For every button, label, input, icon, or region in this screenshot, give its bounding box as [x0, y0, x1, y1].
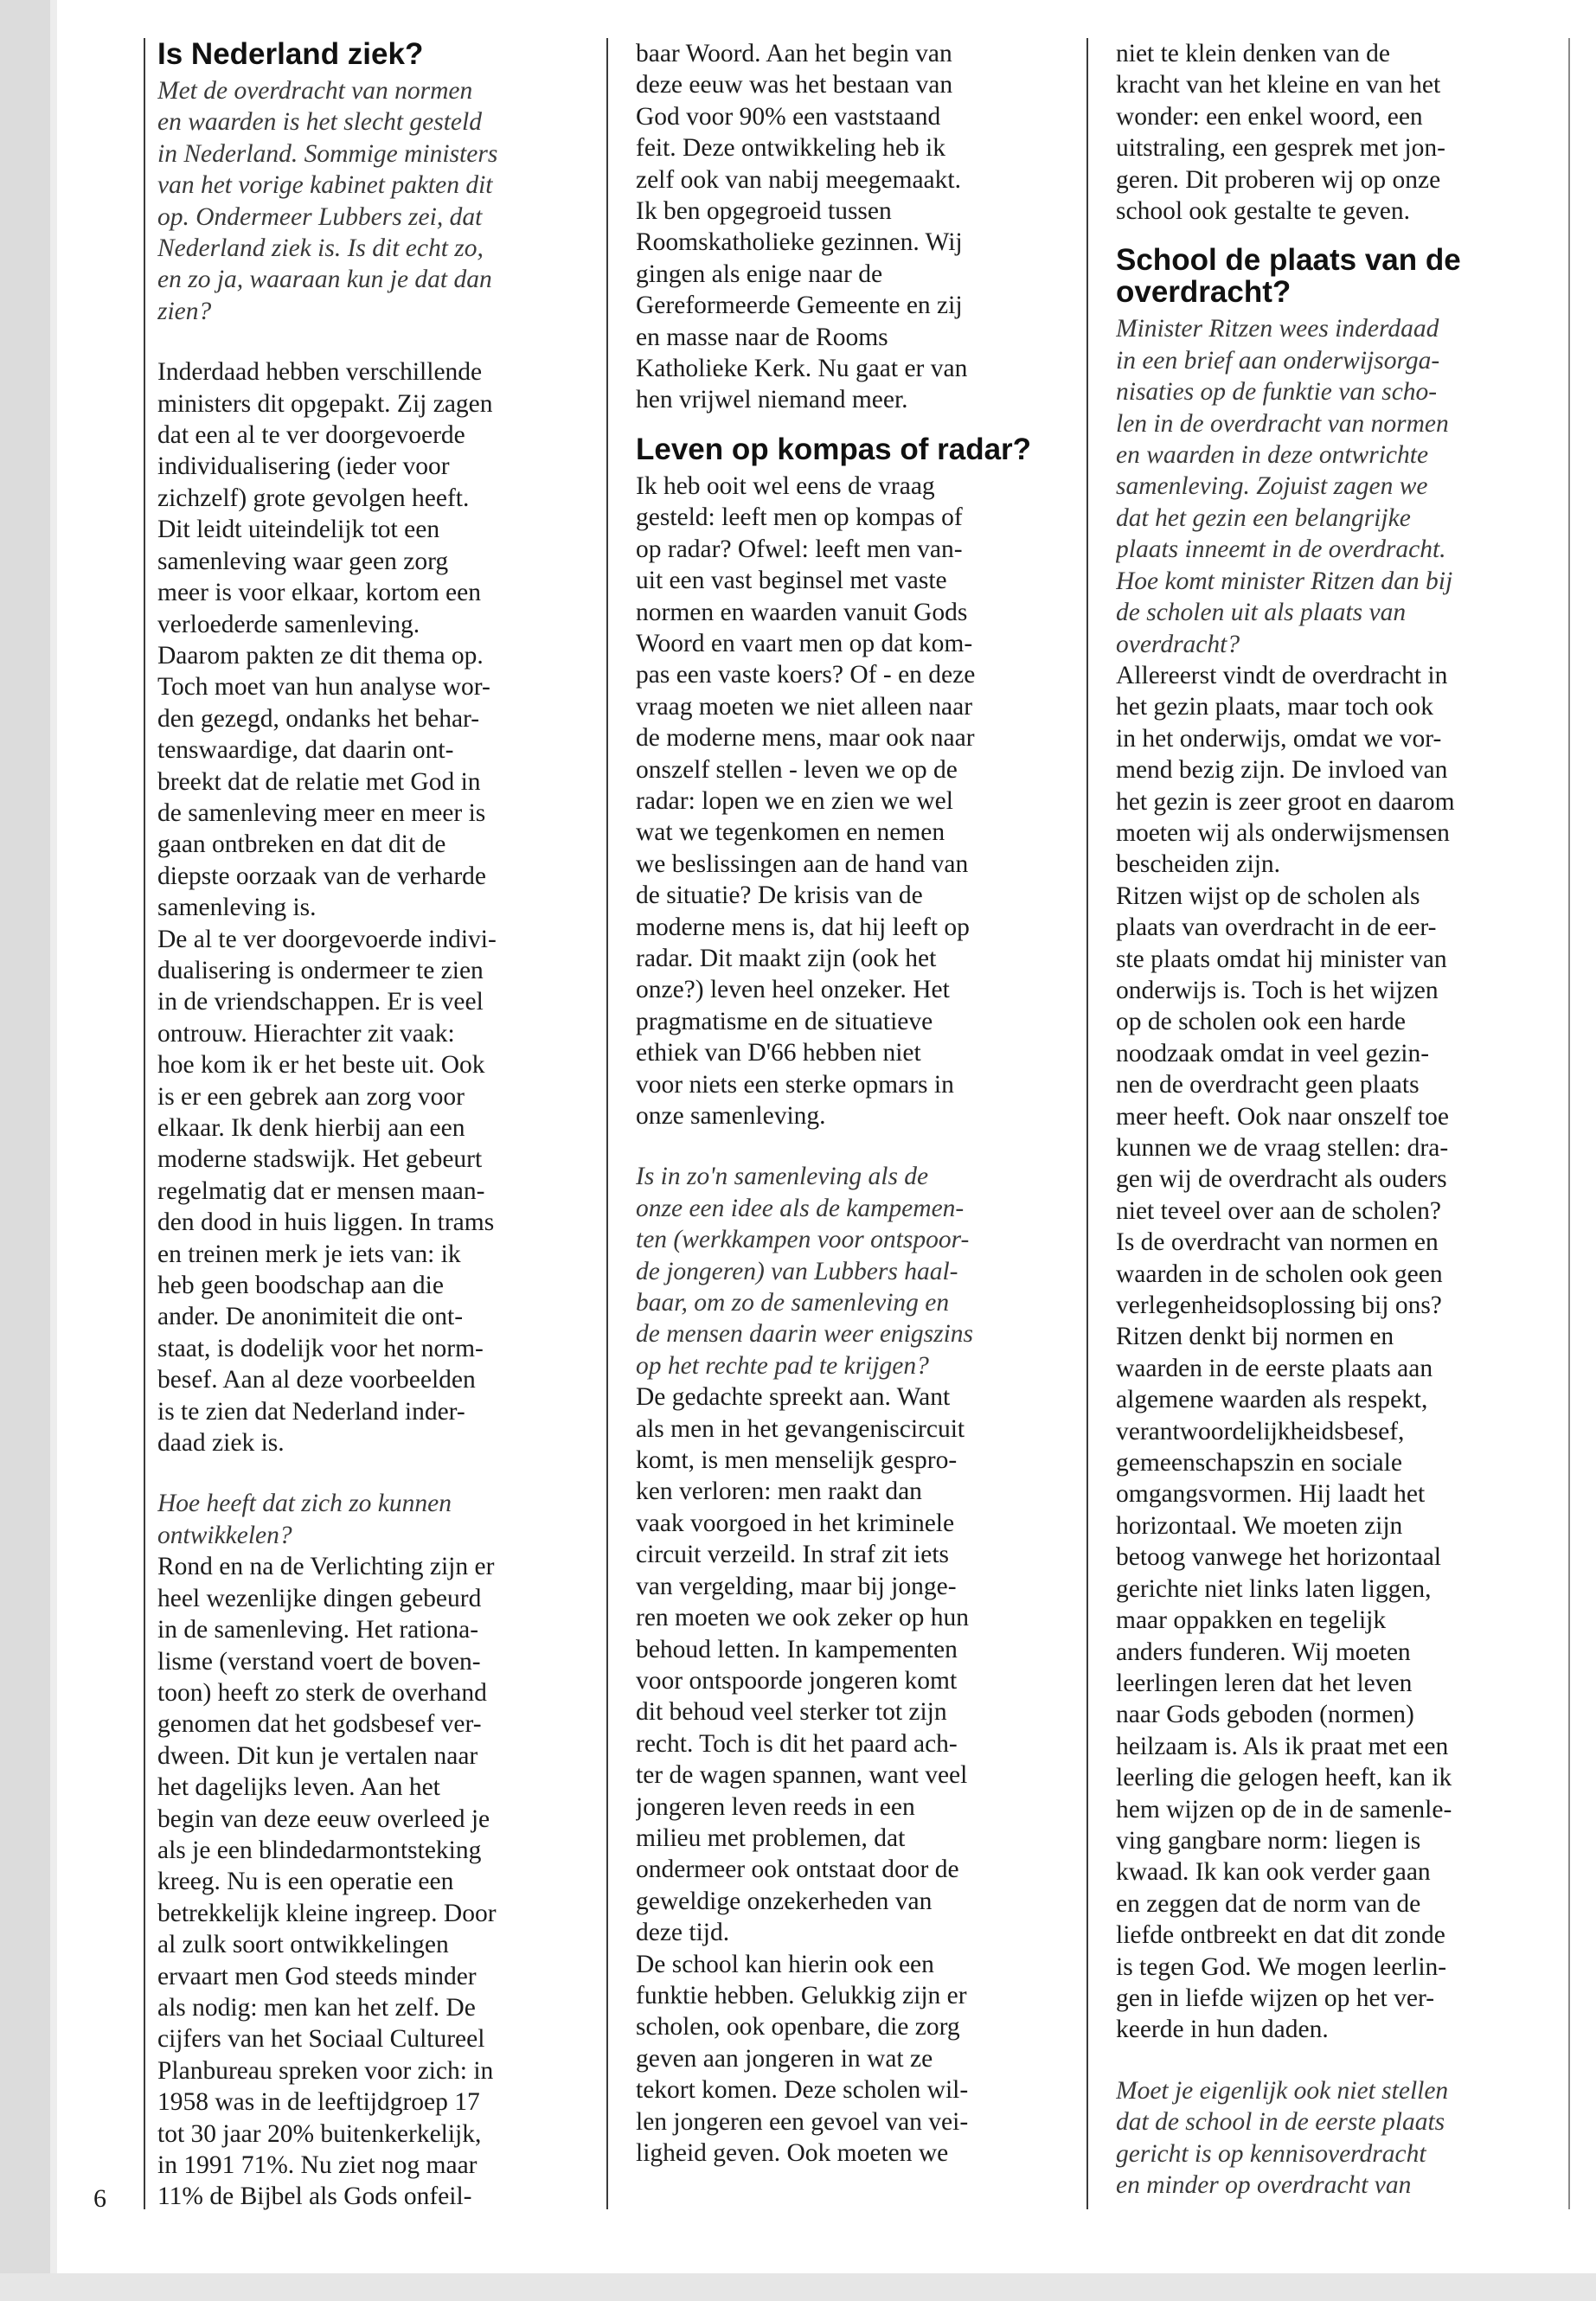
text-line: Ritzen wijst op de scholen als	[1116, 881, 1420, 910]
text-line: Woord en vaart men op dat kom-	[636, 629, 973, 657]
text-line: jongeren leven reeds in een	[636, 1792, 915, 1821]
text-line: vaak voorgoed in het kriminele	[636, 1509, 955, 1537]
text-line: als je een blindedarmontsteking	[157, 1836, 482, 1864]
text-line: Planbureau spreken voor zich: in	[157, 2056, 494, 2085]
text-line: in de samenleving. Het rationa-	[157, 1616, 479, 1644]
text-line: den gezegd, ondanks het behar-	[157, 704, 480, 733]
text-line: zien?	[157, 297, 212, 325]
text-line: in Nederland. Sommige ministers	[157, 139, 498, 168]
text-line: tenswaardige, dat daarin ont-	[157, 736, 454, 765]
text-line: de moderne mens, maar ook naar	[636, 724, 975, 753]
text-line: radar: lopen we en zien we wel	[636, 786, 953, 815]
text-line: Ik ben opgegroeid tussen	[636, 197, 892, 226]
text-line: school ook gestalte te geven.	[1116, 197, 1410, 226]
text-line: Gereformeerde Gemeente en zij	[636, 292, 963, 320]
text-line: cijfers van het Sociaal Cultureel	[157, 2025, 485, 2054]
text-line: liefde ontbreekt en dat dit zonde	[1116, 1921, 1445, 1950]
text-line: pragmatisme en de situatieve	[636, 1007, 933, 1035]
text-line: geven aan jongeren in wat ze	[636, 2044, 933, 2073]
text-line: den dood in huis liggen. In trams	[157, 1208, 495, 1237]
text-line: noodzaak omdat in veel gezin-	[1116, 1039, 1430, 1067]
text-line: funktie hebben. Gelukkig zijn er	[636, 1981, 967, 2009]
text-line: dat het gezin een belangrijke	[1116, 503, 1411, 532]
text-line: nisaties op de funktie van scho-	[1116, 378, 1438, 407]
text-line: mend bezig zijn. De invloed van	[1116, 756, 1448, 785]
text-line: wat we tegenkomen en nemen	[636, 818, 945, 847]
text-line: leerlingen leren dat het leven	[1116, 1669, 1413, 1697]
text-line: ving gangbare norm: liegen is	[1116, 1826, 1421, 1855]
paragraph-block	[636, 471, 1053, 1132]
text-line: overdracht?	[1116, 630, 1240, 658]
text-line: Allereerst vindt de overdracht in	[1116, 661, 1448, 689]
article-column-1	[157, 38, 571, 2213]
text-line: onze samenleving.	[636, 1102, 826, 1130]
heading-school-plaats-overdracht: School de plaats van de overdracht?	[1116, 243, 1461, 310]
text-line: gen wij de overdracht als ouders	[1116, 1165, 1447, 1194]
text-line: behoud letten. In kampementen	[636, 1635, 958, 1663]
text-line: heb geen boodschap aan die	[157, 1272, 444, 1300]
text-line: komt, is men menselijk gespro-	[636, 1446, 958, 1475]
text-line: niet teveel over aan de scholen?	[1116, 1196, 1441, 1225]
text-line: keerde in hun daden.	[1116, 2016, 1329, 2044]
text-line: is tegen God. We mogen leerlin-	[1116, 1952, 1447, 1981]
text-line: van het vorige kabinet pakten dit	[157, 171, 493, 200]
text-line: Roomskatholieke gezinnen. Wij	[636, 228, 963, 257]
text-line: daad ziek is.	[157, 1429, 285, 1458]
text-line: de jongeren) van Lubbers haal-	[636, 1257, 958, 1285]
scan-edge-bottom	[0, 2273, 1596, 2301]
text-line: Moet je eigenlijk ook niet stellen	[1116, 2076, 1449, 2105]
text-line: recht. Toch is dit het paard ach-	[636, 1729, 958, 1758]
intro-question	[157, 75, 571, 327]
subquestion	[157, 1488, 571, 1551]
text-line: samenleving. Zojuist zagen we	[1116, 472, 1428, 501]
text-line: verloederde samenleving.	[157, 610, 420, 638]
text-line: Hoe komt minister Ritzen dan bij	[1116, 567, 1453, 595]
text-line: Dit leidt uiteindelijk tot een	[157, 516, 440, 544]
text-line: onze een idee als de kampemen-	[636, 1194, 965, 1222]
text-line: scholen, ook openbare, die zorg	[636, 2013, 960, 2041]
text-line: deze tijd.	[636, 1919, 730, 1947]
text-line: dit behoud veel sterker tot zijn	[636, 1698, 947, 1727]
text-line: 11% de Bijbel als Gods onfeil-	[157, 2182, 472, 2211]
text-line: len in de overdracht van normen	[1116, 409, 1449, 438]
column-rule-left	[144, 38, 145, 2209]
page-number: 6	[93, 2184, 106, 2213]
text-line: waarden in de scholen ook geen	[1116, 1259, 1443, 1288]
text-line: vraag moeten we niet alleen naar	[636, 692, 973, 721]
article-column-2	[636, 38, 1053, 2169]
text-line: uitstraling, een gesprek met jon-	[1116, 134, 1445, 163]
text-line: meer is voor elkaar, kortom een	[157, 579, 481, 607]
text-line: ontrouw. Hierachter zit vaak:	[157, 1019, 455, 1048]
text-line: zelf ook van nabij meegemaakt.	[636, 165, 961, 194]
text-line: gaan ontbreken en dat dit de	[157, 830, 446, 859]
text-line: in een brief aan onderwijsorga-	[1116, 346, 1440, 375]
text-line: ken verloren: men raakt dan	[636, 1477, 922, 1506]
text-line: de scholen uit als plaats van	[1116, 599, 1407, 627]
text-line: Met de overdracht van normen	[157, 77, 473, 105]
text-line: betrekkelijk kleine ingreep. Door	[157, 1899, 497, 1927]
heading-is-nederland-ziek: Is Nederland ziek?	[157, 38, 424, 71]
text-line: voor niets een sterke opmars in	[636, 1070, 954, 1099]
column-rule-right	[1568, 38, 1570, 2209]
text-line: samenleving is.	[157, 894, 317, 922]
heading-kompas-of-radar: Leven op kompas of radar?	[636, 432, 1032, 466]
text-line: ter de wagen spannen, want veel	[636, 1761, 968, 1790]
text-line: dat een al te ver doorgevoerde	[157, 421, 465, 450]
text-line: op de scholen ook een harde	[1116, 1008, 1407, 1036]
paragraph-block	[157, 356, 571, 1458]
text-line: radar. Dit maakt zijn (ook het	[636, 944, 937, 972]
paragraph-block	[157, 1551, 571, 2213]
text-line: hen vrijwel niemand meer.	[636, 386, 908, 414]
text-line: onszelf stellen - leven we op de	[636, 755, 958, 784]
text-line: gesteld: leeft men op kompas of	[636, 503, 963, 532]
text-line: op radar? Ofwel: leeft men van-	[636, 535, 963, 563]
text-line: ervaart men God steeds minder	[157, 1962, 477, 1990]
text-line: hoe kom ik er het beste uit. Ook	[157, 1051, 485, 1080]
text-line: en treinen merk je iets van: ik	[157, 1240, 461, 1268]
text-line: betoog vanwege het horizontaal	[1116, 1543, 1441, 1572]
text-line: in 1991 71%. Nu ziet nog maar	[157, 2151, 478, 2179]
text-line: dween. Dit kun je vertalen naar	[157, 1741, 478, 1770]
text-line: het dagelijks leven. Aan het	[157, 1773, 440, 1802]
text-line: staat, is dodelijk voor het norm-	[157, 1334, 484, 1362]
subquestion	[1116, 2075, 1537, 2202]
text-line: tot 30 jaar 20% buitenkerkelijk,	[157, 2119, 482, 2148]
scan-edge-shadow	[50, 0, 57, 2301]
column-rule-2	[1086, 38, 1088, 2209]
text-line: de mensen daarin weer enigszins	[636, 1320, 974, 1349]
text-line: Daarom pakten ze dit thema op.	[157, 641, 484, 670]
text-line: gingen als enige naar de	[636, 260, 883, 288]
text-line: moeten wij als onderwijsmensen	[1116, 818, 1450, 847]
text-line: gerichte niet links laten liggen,	[1116, 1574, 1432, 1603]
text-line: Toch moet van hun analyse wor-	[157, 673, 490, 702]
text-line: onderwijs is. Toch is het wijzen	[1116, 976, 1439, 1004]
text-line: besef. Aan al deze voorbeelden	[157, 1366, 476, 1394]
text-line: len jongeren een gevoel van vei-	[636, 2107, 969, 2136]
text-line: de samenleving meer en meer is	[157, 798, 486, 827]
text-line: verlegenheidsoplossing bij ons?	[1116, 1292, 1442, 1320]
text-line: gemeenschapszin en sociale	[1116, 1449, 1402, 1477]
text-line: 1958 was in de leeftijdgroep 17	[157, 2088, 480, 2117]
text-line: voor ontspoorde jongeren komt	[636, 1666, 958, 1695]
text-line: samenleving waar geen zorg	[157, 547, 449, 575]
subquestion	[636, 1161, 1053, 1381]
text-line: begin van deze eeuw overleed je	[157, 1804, 490, 1833]
text-line: naar Gods geboden (normen)	[1116, 1701, 1414, 1729]
text-line: het gezin is zeer groot en daarom	[1116, 787, 1455, 816]
text-line: wonder: een enkel woord, een	[1116, 102, 1423, 131]
text-line: gericht is op kennisoverdracht	[1116, 2139, 1426, 2168]
text-line: ander. De anonimiteit die ont-	[157, 1303, 464, 1331]
text-line: genomen dat het godsbesef ver-	[157, 1710, 482, 1739]
text-line: De gedachte spreekt aan. Want	[636, 1383, 951, 1412]
text-line: dat de school in de eerste plaats	[1116, 2108, 1445, 2137]
text-line: uit een vast beginsel met vaste	[636, 567, 947, 595]
text-line: ste plaats omdat hij minister van	[1116, 945, 1447, 973]
text-line: heel wezenlijke dingen gebeurd	[157, 1584, 482, 1612]
text-line: diepste oorzaak van de verharde	[157, 862, 487, 890]
text-line: als nodig: men kan het zelf. De	[157, 1993, 476, 2022]
text-line: in de vriendschappen. Er is veel	[157, 988, 484, 1016]
text-line: en waarden in deze ontwrichte	[1116, 441, 1429, 470]
text-line: ministers dit opgepakt. Zij zagen	[157, 389, 493, 418]
text-line: horizontaal. We moeten zijn	[1116, 1511, 1403, 1540]
text-line: en zeggen dat de norm van de	[1116, 1889, 1421, 1918]
text-line: pas een vaste koers? Of - en deze	[636, 661, 976, 689]
text-line: moderne mens is, dat hij leeft op	[636, 913, 970, 941]
text-line: lisme (verstand voert de boven-	[157, 1647, 481, 1676]
text-line: plaats inneemt in de overdracht.	[1116, 535, 1446, 564]
text-line: tekort komen. Deze scholen wil-	[636, 2076, 969, 2105]
text-line: Rond en na de Verlichting zijn er	[157, 1553, 495, 1581]
text-line: baar Woord. Aan het begin van	[636, 40, 952, 67]
paragraph-block	[1116, 660, 1537, 2046]
text-line: regelmatig dat er mensen maan-	[157, 1176, 485, 1205]
text-line: kreeg. Nu is een operatie een	[157, 1868, 454, 1896]
text-line: en waarden is het slecht gesteld	[157, 108, 482, 137]
text-line: ten (werkkampen voor ontspoor-	[636, 1226, 970, 1254]
text-line: breekt dat de relatie met God in	[157, 767, 481, 796]
text-line: ondermeer ook ontstaat door de	[636, 1856, 959, 1884]
text-line: Ritzen denkt bij normen en	[1116, 1323, 1394, 1351]
text-line: is te zien dat Nederland inder-	[157, 1397, 465, 1426]
text-line: het gezin plaats, maar toch ook	[1116, 693, 1433, 721]
text-line: individualisering (ieder voor	[157, 452, 450, 481]
text-line: meer heeft. Ook naar onszelf toe	[1116, 1102, 1449, 1131]
text-line: geweldige onzekerheden van	[636, 1887, 933, 1915]
text-line: baar, om zo de samenleving en	[636, 1289, 950, 1317]
article-column-3	[1116, 38, 1537, 2201]
text-line: nen de overdracht geen plaats	[1116, 1071, 1420, 1099]
text-line: en zo ja, waaraan kun je dat dan	[157, 266, 492, 294]
text-line: ethiek van D'66 hebben niet	[636, 1039, 921, 1067]
text-line: toon) heeft zo sterk de overhand	[157, 1678, 487, 1707]
text-line: heilzaam is. Als ik praat met een	[1116, 1732, 1449, 1760]
text-line: God voor 90% een vaststaand	[636, 102, 941, 131]
text-line: maar oppakken en tegelijk	[1116, 1606, 1387, 1635]
text-line: algemene waarden als respekt,	[1116, 1386, 1428, 1414]
paragraph-block	[636, 38, 1053, 416]
text-line: anders funderen. Wij moeten	[1116, 1638, 1411, 1666]
text-line: elkaar. Ik denk hierbij aan een	[157, 1114, 465, 1142]
text-line: ontwikkelen?	[157, 1521, 292, 1549]
text-line: Is de overdracht van normen en	[1116, 1228, 1439, 1257]
text-line: moderne stadswijk. Het gebeurt	[157, 1145, 483, 1174]
text-line: Ik heb ooit wel eens de vraag	[636, 471, 935, 500]
subquestion	[1116, 313, 1537, 659]
text-line: waarden in de eerste plaats aan	[1116, 1354, 1433, 1382]
text-line: plaats van overdracht in de eer-	[1116, 913, 1437, 942]
text-line: de situatie? De krisis van de	[636, 881, 923, 910]
text-line: dualisering is ondermeer te zien	[157, 956, 484, 984]
text-line: ren moeten we ook zeker op hun	[636, 1604, 969, 1632]
text-line: hem wijzen op de in de samenle-	[1116, 1795, 1452, 1823]
text-line: en masse naar de Rooms	[636, 323, 888, 351]
text-line: op het rechte pad te krijgen?	[636, 1351, 929, 1380]
text-line: verantwoordelijkheidsbesef,	[1116, 1417, 1405, 1445]
text-line: leerling die gelogen heeft, kan ik	[1116, 1764, 1452, 1792]
text-line: milieu met problemen, dat	[636, 1823, 906, 1852]
text-line: op. Ondermeer Lubbers zei, dat	[157, 202, 483, 231]
text-line: Is in zo'n samenleving als de	[636, 1163, 929, 1191]
text-line: geren. Dit proberen wij op onze	[1116, 165, 1441, 194]
column-rule-1	[606, 38, 608, 2209]
text-line: al zulk soort ontwikkelingen	[157, 1931, 449, 1959]
text-line: kracht van het kleine en van het	[1116, 71, 1441, 99]
text-line: bescheiden zijn.	[1116, 850, 1281, 879]
text-line: ligheid geven. Ook moeten we	[636, 2139, 949, 2167]
scan-edge-left	[0, 0, 50, 2301]
text-line: kunnen we de vraag stellen: dra-	[1116, 1134, 1449, 1162]
text-line: Minister Ritzen wees inderdaad	[1116, 315, 1439, 343]
text-line: omgangsvormen. Hij laadt het	[1116, 1480, 1426, 1509]
text-line: niet te klein denken van de	[1116, 40, 1391, 67]
text-line: kwaad. Ik kan ook verder gaan	[1116, 1858, 1431, 1887]
text-line: Hoe heeft dat zich zo kunnen	[157, 1490, 452, 1518]
text-line: van vergelding, maar bij jonge-	[636, 1572, 957, 1600]
text-line: normen en waarden vanuit Gods	[636, 598, 968, 626]
text-line: Inderdaad hebben verschillende	[157, 358, 483, 387]
text-line: in het onderwijs, omdat we vor-	[1116, 724, 1442, 753]
text-line: deze eeuw was het bestaan van	[636, 71, 953, 99]
paragraph-block	[636, 1381, 1053, 2169]
text-line: onze?) leven heel onzeker. Het	[636, 976, 950, 1004]
paragraph-block	[1116, 38, 1537, 227]
text-line: en minder op overdracht van	[1116, 2171, 1412, 2199]
text-line: feit. Deze ontwikkeling heb ik	[636, 134, 945, 163]
text-line: we beslissingen aan de hand van	[636, 849, 969, 878]
text-line: De al te ver doorgevoerde indivi-	[157, 925, 497, 953]
text-line: als men in het gevangeniscircuit	[636, 1414, 965, 1443]
text-line: Katholieke Kerk. Nu gaat er van	[636, 355, 968, 383]
text-line: circuit verzeild. In straf zit iets	[636, 1541, 950, 1569]
text-line: Nederland ziek is. Is dit echt zo,	[157, 234, 484, 263]
text-line: De school kan hierin ook een	[636, 1950, 934, 1978]
text-line: zichzelf) grote gevolgen heeft.	[157, 484, 470, 512]
text-line: is er een gebrek aan zorg voor	[157, 1082, 465, 1111]
text-line: gen in liefde wijzen op het ver-	[1116, 1984, 1435, 2012]
